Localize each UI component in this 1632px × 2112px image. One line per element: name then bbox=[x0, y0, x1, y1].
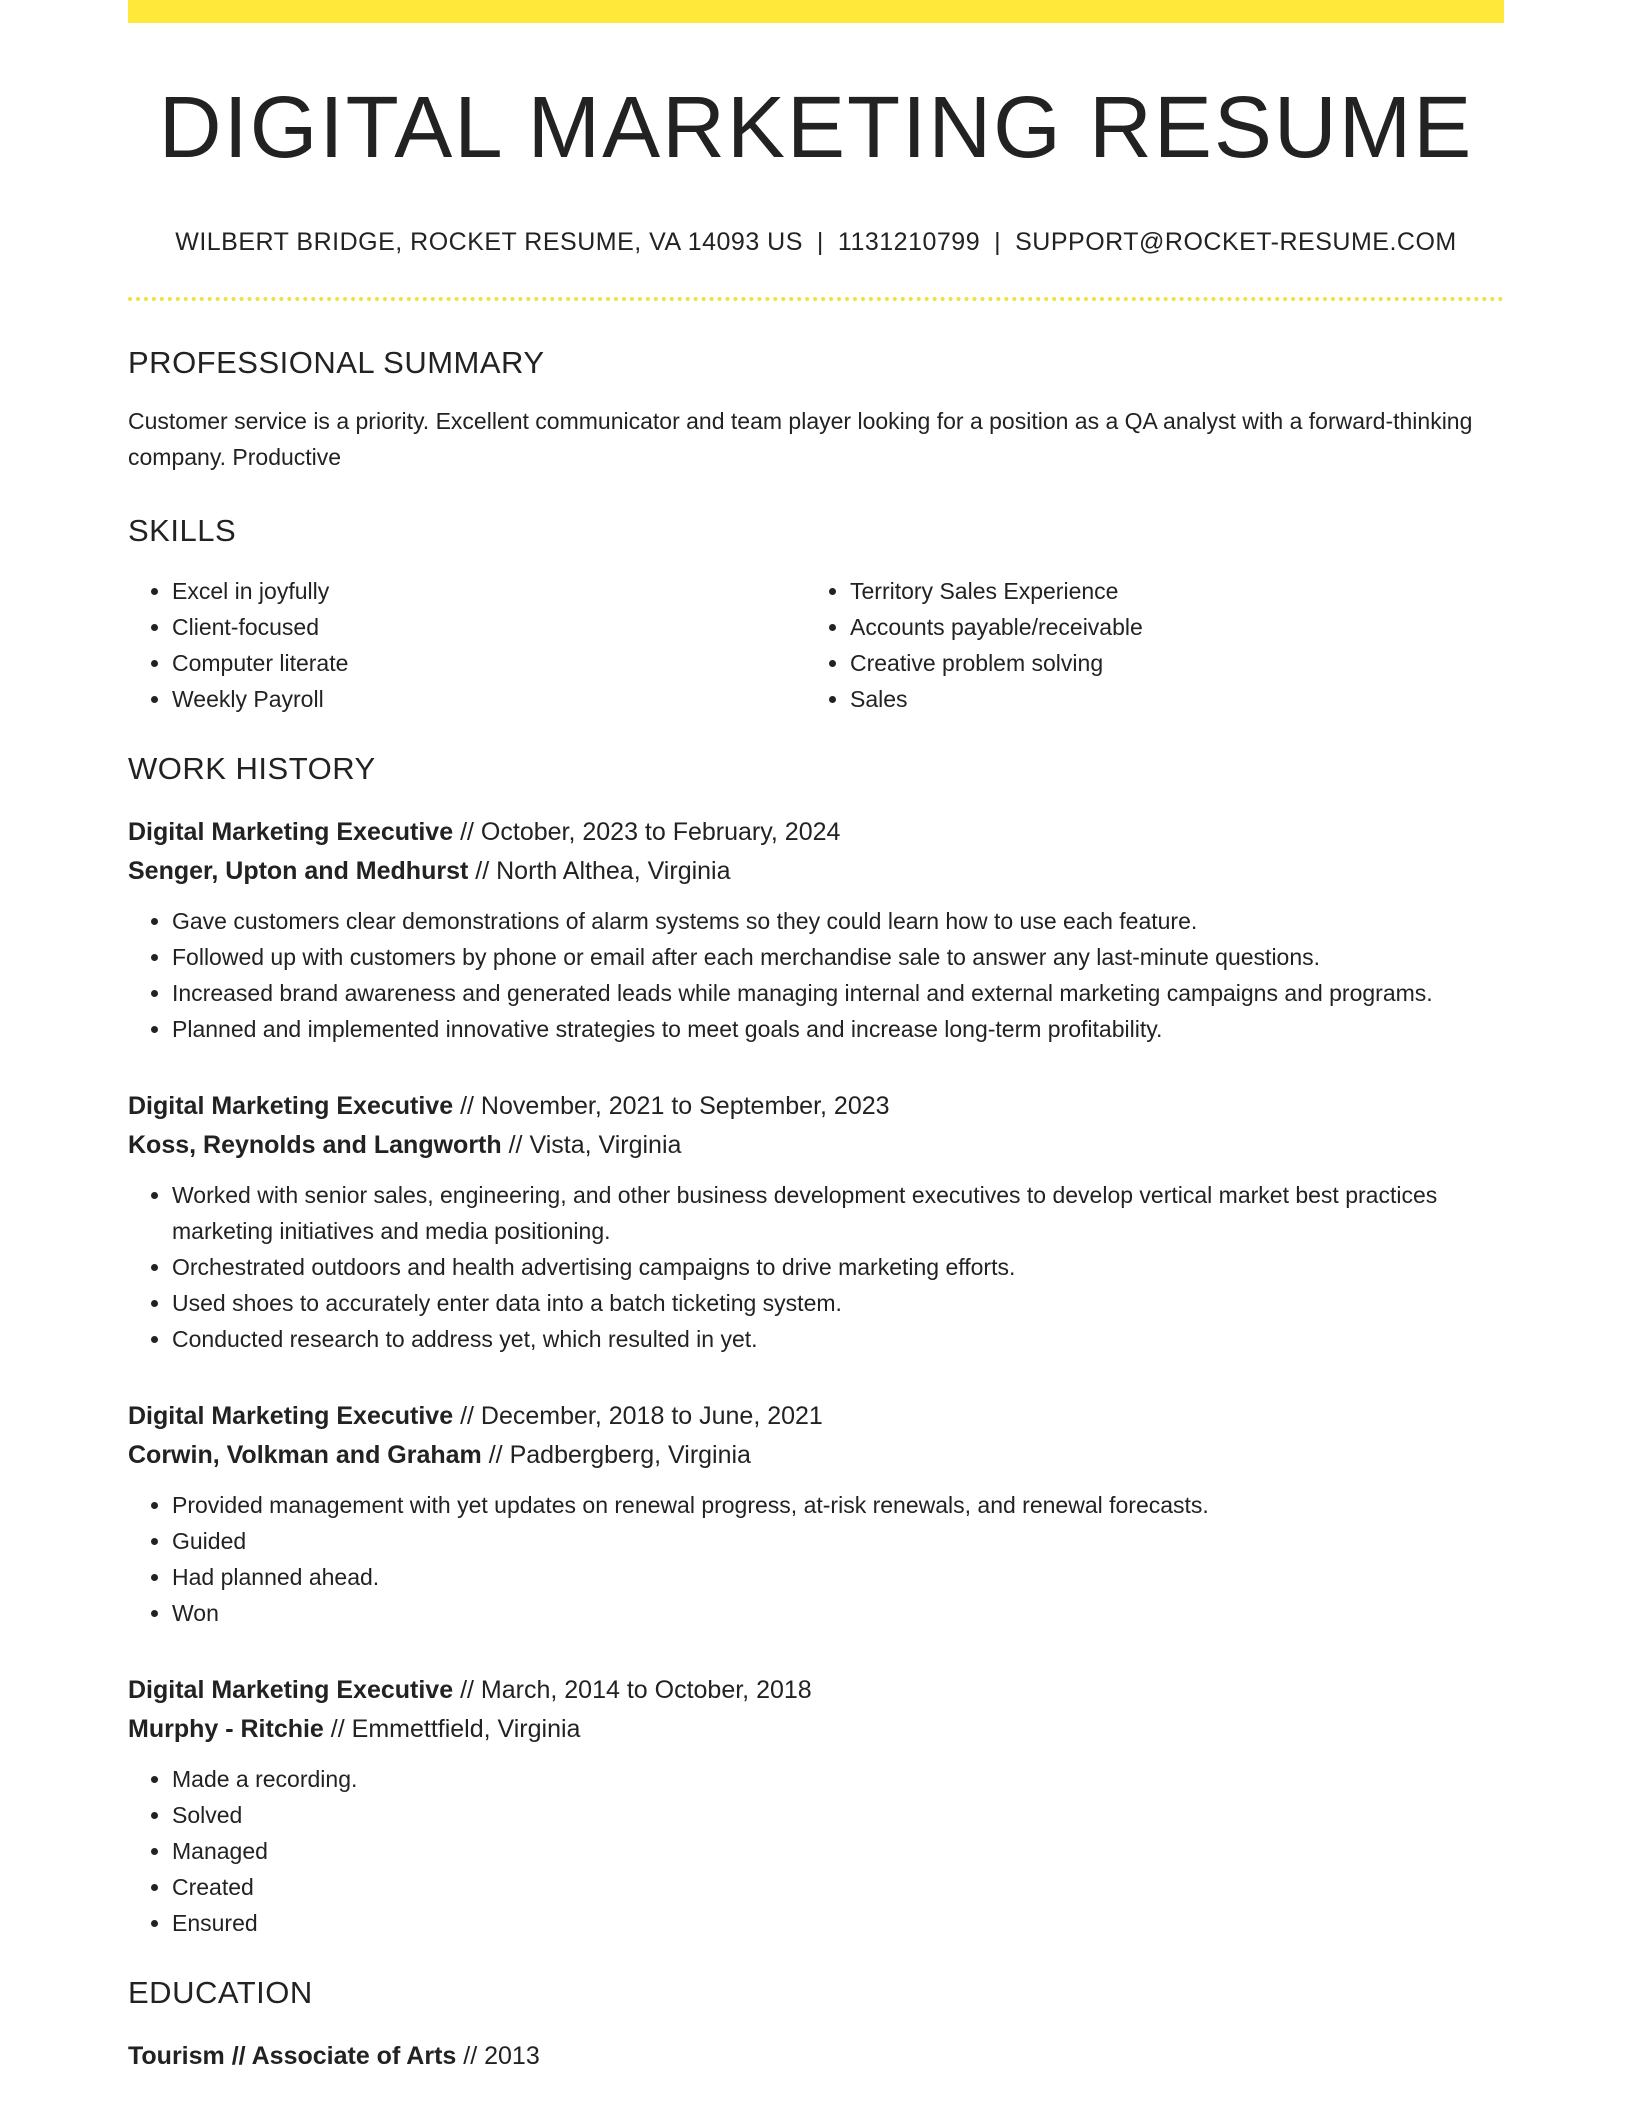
separator: // bbox=[460, 817, 474, 846]
job-dates: October, 2023 to February, 2024 bbox=[480, 817, 841, 846]
contact-separator: | bbox=[816, 227, 824, 256]
resume-page bbox=[128, 0, 1504, 2076]
education-entry bbox=[128, 2037, 1504, 2076]
job-title-line bbox=[128, 1397, 1504, 1436]
job-entry bbox=[128, 1397, 1504, 1631]
job-bullets bbox=[128, 903, 1504, 1047]
job-company-line bbox=[128, 1126, 1504, 1165]
job-title: Digital Marketing Executive bbox=[128, 817, 454, 846]
job-location: Padbergberg, Virginia bbox=[509, 1440, 751, 1469]
education-degree: Tourism // Associate of Arts bbox=[128, 2041, 457, 2070]
top-accent-bar bbox=[128, 0, 1504, 23]
skill-item: • Creative problem solving bbox=[850, 645, 1484, 681]
skills-heading: SKILLS bbox=[128, 512, 237, 548]
job-bullet: • Solved bbox=[172, 1797, 1504, 1833]
skill-item: • Client-focused bbox=[172, 609, 806, 645]
separator: // bbox=[488, 1440, 503, 1469]
job-bullet: • Used shoes to accurately enter data into a batch ticketing system. bbox=[172, 1285, 1504, 1321]
skills-grid bbox=[128, 573, 1504, 717]
job-bullet: • Ensured bbox=[172, 1905, 1504, 1941]
skill-item: • Computer literate bbox=[172, 645, 806, 681]
skill-item: • Weekly Payroll bbox=[172, 681, 806, 717]
job-location: Emmettfield, Virginia bbox=[351, 1714, 581, 1743]
separator: // bbox=[475, 856, 490, 885]
job-bullet: • Guided bbox=[172, 1523, 1504, 1559]
job-bullet: • Gave customers clear demonstrations of alarm systems so they could learn how to use each feature. bbox=[172, 903, 1504, 939]
contact-address: WILBERT BRIDGE, ROCKET RESUME, VA 14093 US bbox=[175, 227, 803, 256]
job-bullet: • Increased brand awareness and generated leads while managing internal and external marketing campaigns and programs. bbox=[172, 975, 1504, 1011]
job-bullet: • Made a recording. bbox=[172, 1761, 1504, 1797]
job-bullet: • Orchestrated outdoors and health advertising campaigns to drive marketing efforts. bbox=[172, 1249, 1504, 1285]
job-bullets bbox=[128, 1761, 1504, 1941]
separator: // bbox=[460, 1091, 474, 1120]
separator: // bbox=[330, 1714, 345, 1743]
job-company: Senger, Upton and Medhurst bbox=[128, 856, 469, 885]
contact-separator: | bbox=[994, 227, 1002, 256]
job-entry bbox=[128, 1087, 1504, 1357]
job-title: Digital Marketing Executive bbox=[128, 1675, 454, 1704]
job-bullet: • Followed up with customers by phone or email after each merchandise sale to answer any last-minute questions. bbox=[172, 939, 1504, 975]
job-bullet: • Worked with senior sales, engineering, and other business development executives to develop vertical market best practices marketing initiatives and media positioning. bbox=[172, 1177, 1504, 1249]
separator: // bbox=[463, 2041, 478, 2070]
job-location: North Althea, Virginia bbox=[496, 856, 731, 885]
skill-item: • Sales bbox=[850, 681, 1484, 717]
skill-item: • Excel in joyfully bbox=[172, 573, 806, 609]
summary-text: Customer service is a priority. Excellent communicator and team player looking for a position as a QA analyst with a forward-thinking company. Productive bbox=[128, 407, 1473, 470]
job-company: Koss, Reynolds and Langworth bbox=[128, 1130, 502, 1159]
skill-item: • Accounts payable/receivable bbox=[850, 609, 1484, 645]
job-bullet: • Had planned ahead. bbox=[172, 1559, 1504, 1595]
resume-title: DIGITAL MARKETING RESUME bbox=[158, 79, 1474, 176]
job-location: Vista, Virginia bbox=[529, 1130, 682, 1159]
skills-column-right bbox=[806, 573, 1484, 717]
job-company-line bbox=[128, 1436, 1504, 1475]
summary-heading: PROFESSIONAL SUMMARY bbox=[128, 344, 545, 380]
job-bullet: • Conducted research to address yet, which resulted in yet. bbox=[172, 1321, 1504, 1357]
job-bullet: • Won bbox=[172, 1595, 1504, 1631]
job-bullets bbox=[128, 1487, 1504, 1631]
contact-email: SUPPORT@ROCKET-RESUME.COM bbox=[1015, 227, 1457, 256]
job-company-line bbox=[128, 1710, 1504, 1749]
job-entry bbox=[128, 1671, 1504, 1941]
work-history-heading: WORK HISTORY bbox=[128, 750, 376, 786]
job-title-line bbox=[128, 813, 1504, 852]
contact-phone: 1131210799 bbox=[837, 227, 981, 256]
separator: // bbox=[460, 1675, 474, 1704]
job-dates: December, 2018 to June, 2021 bbox=[480, 1401, 823, 1430]
job-entry bbox=[128, 813, 1504, 1047]
job-bullet: • Created bbox=[172, 1869, 1504, 1905]
skills-column-left bbox=[128, 573, 806, 717]
skill-item: • Territory Sales Experience bbox=[850, 573, 1484, 609]
job-dates: November, 2021 to September, 2023 bbox=[480, 1091, 890, 1120]
job-title-line bbox=[128, 1671, 1504, 1710]
job-bullets bbox=[128, 1177, 1504, 1357]
dotted-divider bbox=[128, 297, 1504, 301]
job-bullet: • Planned and implemented innovative strategies to meet goals and increase long-term profitability. bbox=[172, 1011, 1504, 1047]
job-company: Corwin, Volkman and Graham bbox=[128, 1440, 482, 1469]
education-heading: EDUCATION bbox=[128, 1974, 313, 2010]
job-title-line bbox=[128, 1087, 1504, 1126]
separator: // bbox=[460, 1401, 474, 1430]
job-company-line bbox=[128, 852, 1504, 891]
job-bullet: • Managed bbox=[172, 1833, 1504, 1869]
job-title: Digital Marketing Executive bbox=[128, 1091, 454, 1120]
separator: // bbox=[508, 1130, 523, 1159]
education-year: 2013 bbox=[484, 2041, 540, 2070]
job-bullet: • Provided management with yet updates on renewal progress, at-risk renewals, and renewal forecasts. bbox=[172, 1487, 1504, 1523]
job-company: Murphy - Ritchie bbox=[128, 1714, 324, 1743]
job-dates: March, 2014 to October, 2018 bbox=[480, 1675, 812, 1704]
contact-line bbox=[128, 228, 1504, 257]
job-title: Digital Marketing Executive bbox=[128, 1401, 454, 1430]
